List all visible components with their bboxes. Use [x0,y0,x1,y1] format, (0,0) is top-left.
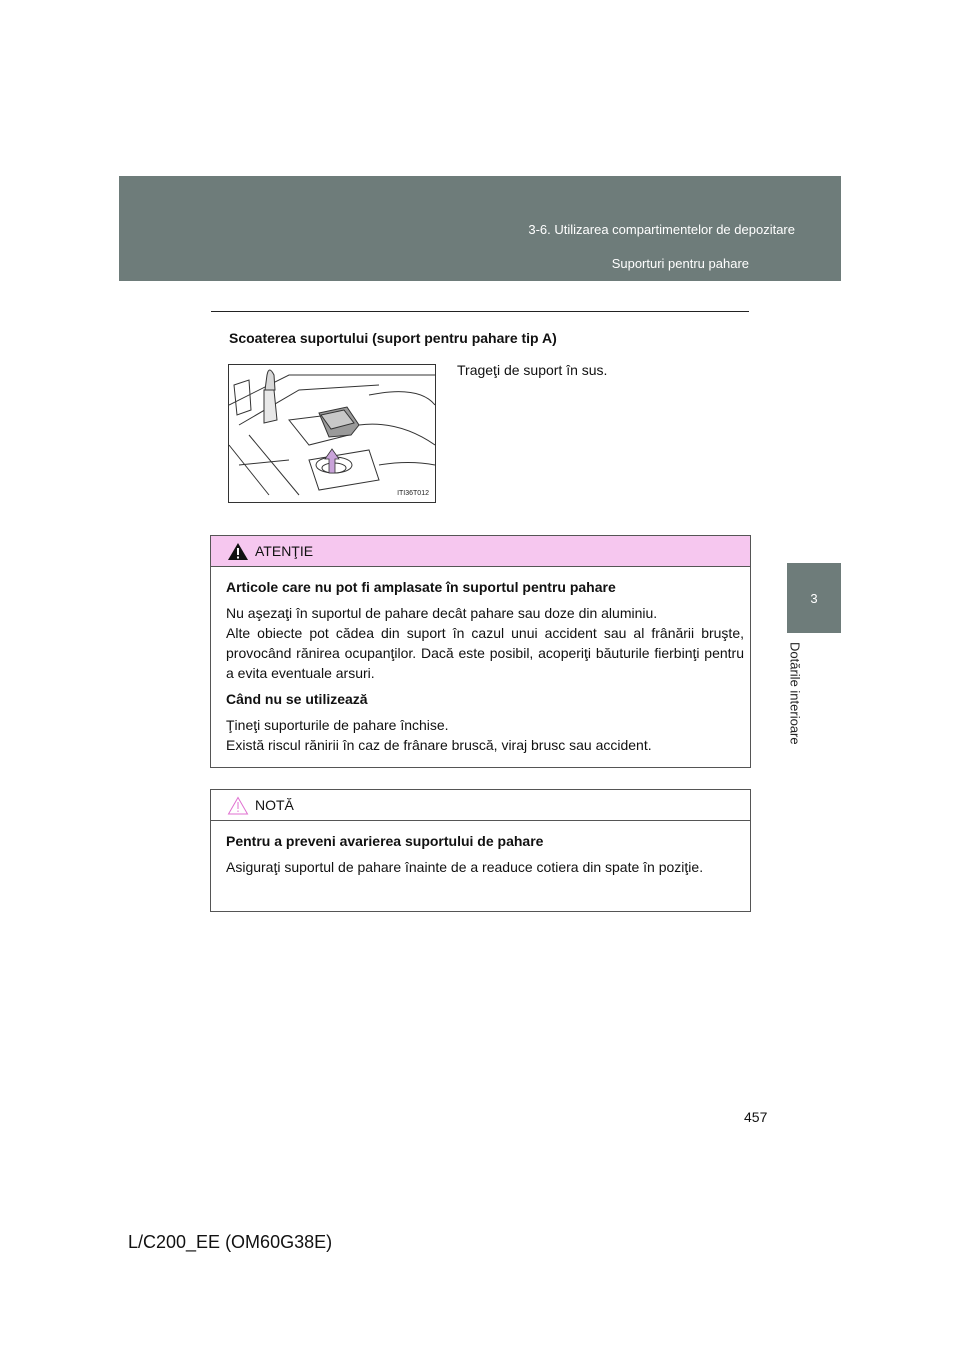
note-title: NOTĂ [255,797,294,813]
cup-holder-illustration-icon [229,365,435,502]
pull-up-arrow-icon [325,449,339,473]
warning-paragraph-1-line-2: Alte obiecte pot cădea din suport în cazul unui accident sau al frânării bruşte, provocând rănirea ocupanţilor. Dacă este posibil, acoperiţi băuturile fierbinţi pentru a evita eventuale arsuri. [226,625,744,681]
header-section-title: 3-6. Utilizarea compartimentelor de depozitare [528,222,795,237]
section-title: Scoaterea suportului (suport pentru pahare tip A) [229,330,557,346]
warning-triangle-icon [227,542,249,561]
header-band [119,176,841,281]
figure-code: ITI36T012 [397,490,429,497]
page-number: 457 [744,1109,768,1125]
note-heading: Pentru a preveni avarierea suportului de pahare [226,833,544,849]
section-divider [211,311,749,312]
warning-header [211,536,750,567]
warning-paragraph-2-line-2: Există riscul rănirii în caz de frânare bruscă, viraj brusc sau accident. [226,737,652,753]
warning-body [211,567,750,755]
note-body [211,821,750,877]
warning-paragraph-2-line-1: Ţineţi suporturile de pahare închise. [226,717,449,733]
note-header [211,790,750,821]
chapter-number: 3 [810,590,818,606]
warning-heading-1: Articole care nu pot fi amplasate în suportul pentru pahare [226,579,616,595]
cup-holder-figure [228,364,436,503]
instruction-text: Trageţi de suport în sus. [457,362,608,378]
warning-paragraph-2 [226,715,744,755]
warning-heading-2: Când nu se utilizează [226,691,368,707]
chapter-tab [787,563,841,633]
warning-box [210,535,751,768]
caution-triangle-outline-icon [227,796,249,815]
note-box [210,789,751,912]
warning-paragraph-1 [226,603,744,683]
chapter-label: Dotările interioare [787,642,803,745]
footer-model-code: L/C200_EE (OM60G38E) [128,1232,333,1252]
warning-title: ATENŢIE [255,543,314,559]
warning-paragraph-1-line-1: Nu aşezaţi în suportul de pahare decât pahare sau doze din aluminiu. [226,605,658,621]
note-paragraph: Asiguraţi suportul de pahare înainte de a readuce cotiera din spate în poziţie. [226,859,704,875]
header-subsection-title: Suporturi pentru pahare [611,256,749,271]
